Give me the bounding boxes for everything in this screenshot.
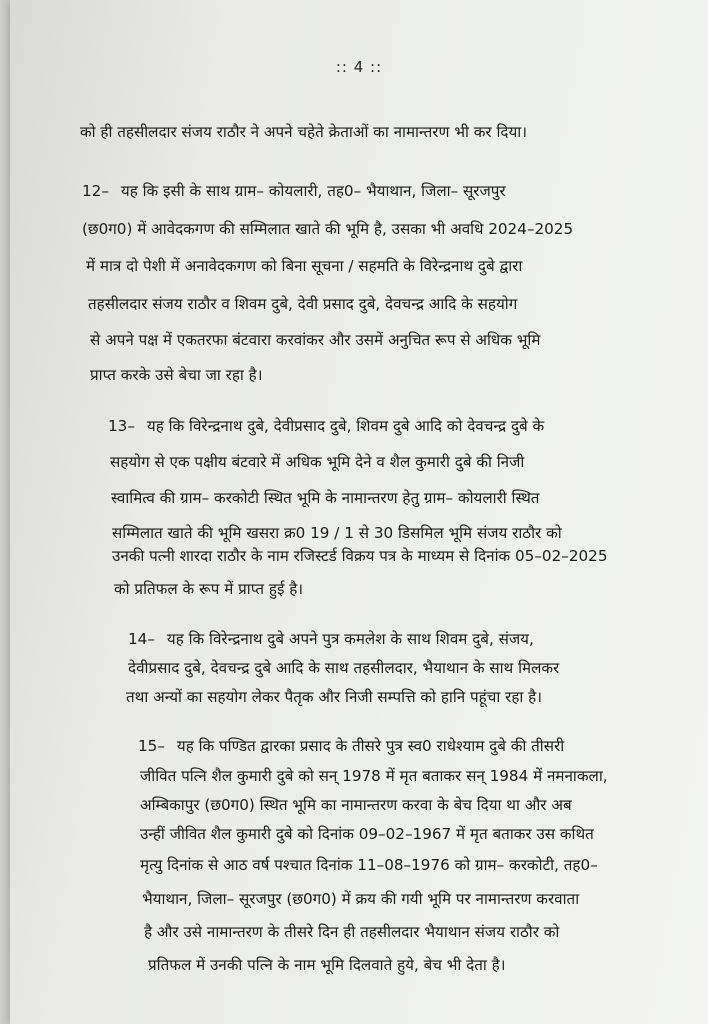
para-13-line-2: सहयोग से एक पक्षीय बंटवारे में अधिक भूमि देने व शैल कुमारी दुबे की निजी — [110, 453, 525, 471]
para-12-line-4: तहसीलदार संजय राठौर व शिवम दुबे, देवी प्रसाद दुबे, देवचन्द्र आदि के सहयोग — [88, 295, 518, 313]
para-15-line-3: अम्बिकापुर (छ0ग0) स्थित भूमि का नामान्तरण करवा के बेच दिया था और अब — [140, 796, 572, 814]
para-15-line-6: भैयाथान, जिला– सूरजपुर (छ0ग0) में क्रय की गयी भूमि पर नामान्तरण करवाता — [142, 890, 580, 908]
para-15-line-4: उन्हीं जीवित शैल कुमारी दुबे को दिनांक 09–02–1967 में मृत बताकर उस कथित — [140, 825, 594, 843]
para-13-number: 13– — [108, 417, 135, 435]
para-13-line-1 — [108, 416, 544, 436]
para-12-text-1: यह कि इसी के साथ ग्राम– कोयलारी, तह0– भैयाथान, जिला– सूरजपुर — [120, 182, 506, 200]
para-14-text-1: यह कि विरेन्द्रनाथ दुबे अपने पुत्र कमलेश के साथ शिवम दुबे, संजय, — [166, 630, 534, 648]
para-15-line-7: है और उसे नामान्तरण के तीसरे दिन ही तहसीलदार भैयाथान संजय राठौर को — [144, 923, 560, 941]
para-14-line-1 — [128, 629, 534, 649]
para-13-text-1: यह कि विरेन्द्रनाथ दुबे, देवीप्रसाद दुबे, शिवम दुबे आदि को देवचन्द्र दुबे के — [146, 417, 545, 435]
para-12-line-2: (छ0ग0) में आवेदकगण की सम्मिलात खाते की भूमि है, उसका भी अवधि 2024–2025 — [82, 220, 574, 238]
para-13-line-5: उनकी पत्नी शारदा राठौर के नाम रजिस्टर्ड विक्रय पत्र के माध्यम से दिनांक 05–02–2025 — [112, 547, 608, 565]
para-15-text-1: यह कि पण्डित द्वारका प्रसाद के तीसरे पुत्र स्व0 राधेश्याम दुबे की तीसरी — [176, 737, 565, 755]
para-15-line-2: जीवित पत्नि शैल कुमारी दुबे को सन् 1978 में मृत बताकर सन् 1984 में नमनाकला, — [140, 767, 608, 785]
para-14-line-2: देवीप्रसाद दुबे, देवचन्द्र दुबे आदि के साथ तहसीलदार, भैयाथान के साथ मिलकर — [128, 659, 560, 677]
para-12-line-1 — [82, 181, 506, 201]
para-15-line-1 — [138, 736, 564, 756]
para-13-line-6: को प्रतिफल के रूप में प्राप्त हुई है। — [114, 580, 304, 598]
para-15-line-5: मृत्यु दिनांक से आठ वर्ष पश्चात दिनांक 11–08–1976 को ग्राम– करकोटी, तह0– — [140, 856, 598, 874]
para-15-number: 15– — [138, 737, 165, 755]
para-12-line-6: प्राप्त करके उसे बेचा जा रहा है। — [90, 366, 263, 384]
para-12-number: 12– — [82, 182, 109, 200]
para-12-line-5: से अपने पक्ष में एकतरफा बंटवारा करवांकर और उसमें अनुचित रूप से अधिक भूमि — [90, 331, 541, 349]
para-14-number: 14– — [128, 630, 155, 648]
para-14-line-3: तथा अन्यों का सहयोग लेकर पैतृक और निजी सम्पत्ति को हानि पहूंचा रहा है। — [126, 688, 542, 706]
carryover-line: को ही तहसीलदार संजय राठौर ने अपने चहेते क्रेताओं का नामान्तरण भी कर दिया। — [80, 123, 527, 141]
para-12-line-3: में मात्र दो पेशी में अनावेदकगण को बिना सूचना / सहमति के विरेन्द्रनाथ दुबे द्वारा — [86, 257, 523, 275]
para-13-line-3: स्वामित्व की ग्राम– करकोटी स्थित भूमि के नामान्तरण हेतु ग्राम– कोयलारी स्थित — [111, 489, 540, 507]
para-13-line-4: सम्मिलात खाते की भूमि खसरा क्र0 19 / 1 से 30 डिसमिल भूमि संजय राठौर को — [112, 524, 562, 542]
para-15-line-8: प्रतिफल में उनकी पत्नि के नाम भूमि दिलवाते हुये, बेच भी देता है। — [148, 956, 506, 974]
document-page — [10, 0, 708, 1024]
page-number: :: 4 :: — [335, 58, 383, 76]
